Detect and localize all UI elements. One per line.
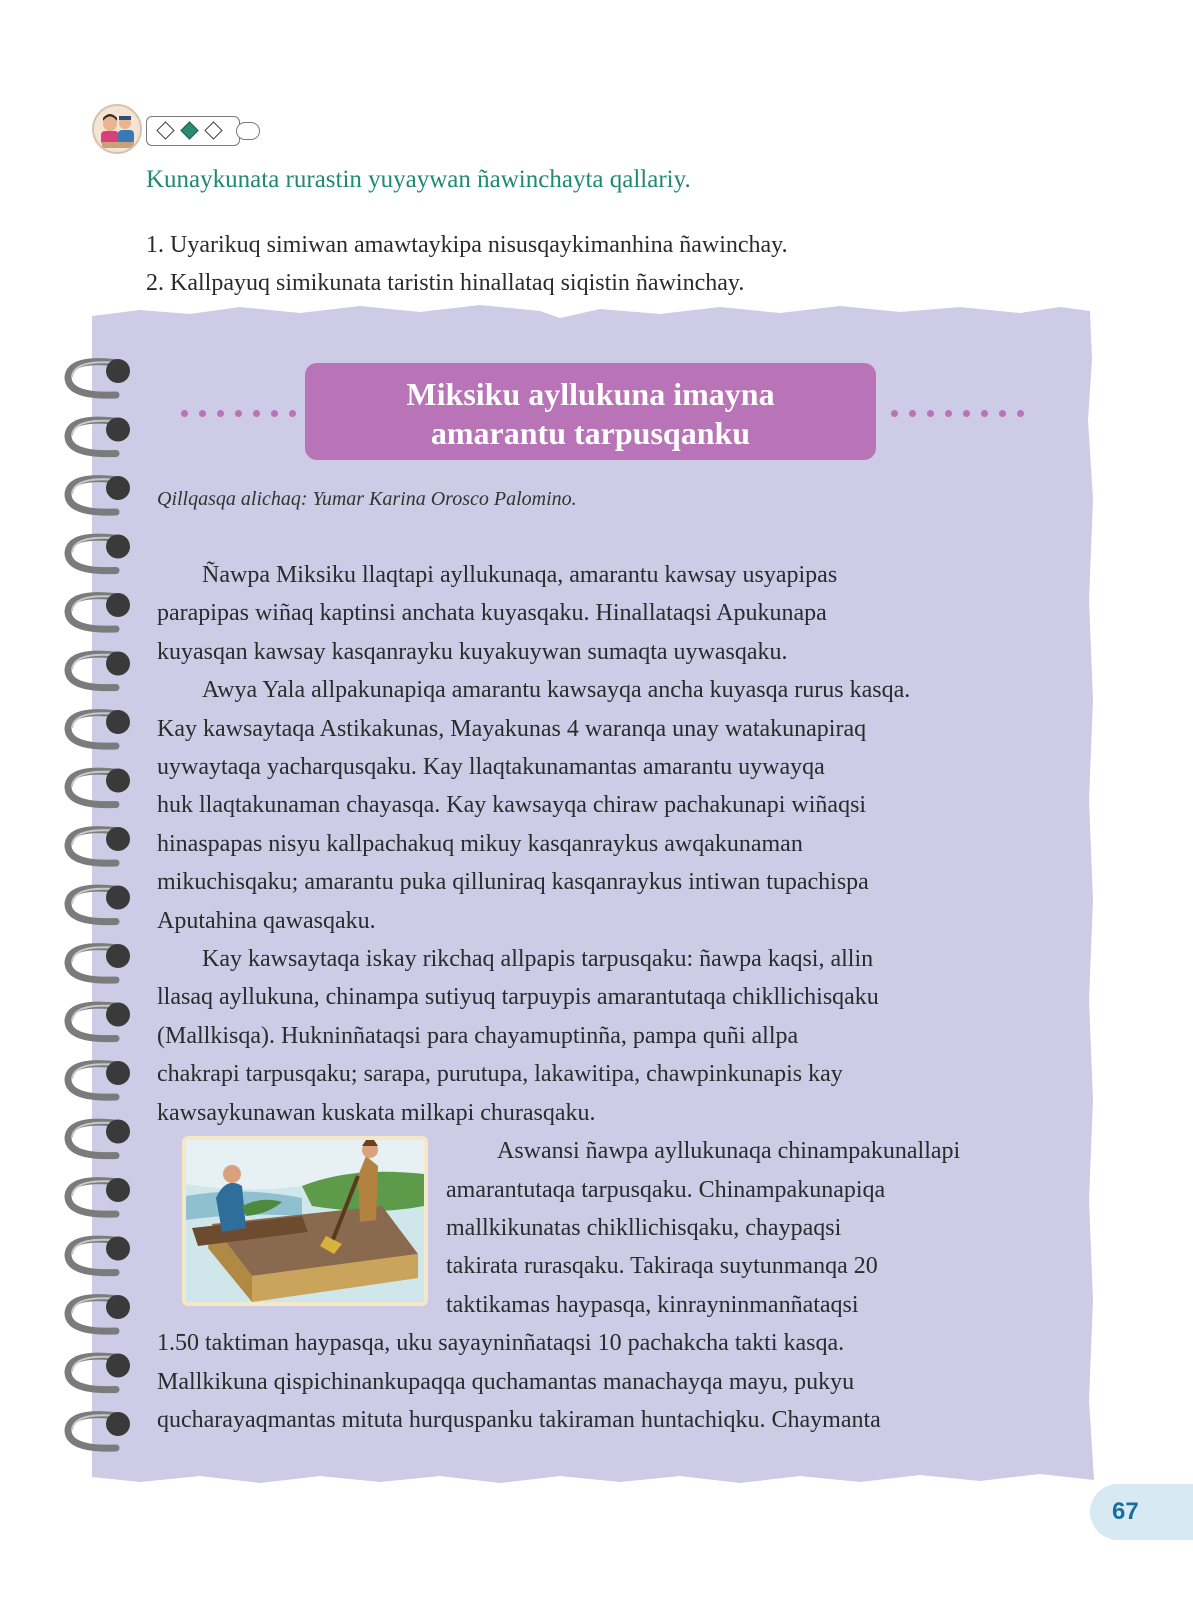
body-line: (Mallkisqa). Hukninñataqsi para chayamuptinña, pampa quñi allpa	[157, 1022, 799, 1049]
spiral-binding	[60, 355, 140, 1465]
body-line: chakrapi tarpusqaku; sarapa, purutupa, lakawitipa, chawpinkunapis kay	[157, 1061, 843, 1088]
spiral-ring	[68, 1120, 130, 1156]
title-dots-left	[181, 410, 314, 420]
body-line: parapipas wiñaq kaptinsi anchata kuyasqaku. Hinallataqsi Apukunapa	[157, 600, 827, 627]
steps-list	[146, 226, 788, 302]
chinampa-illustration	[182, 1136, 428, 1306]
instruction-text: Kunaykunata rurastin yuyaywan ñawinchayta qallariy.	[146, 166, 691, 193]
spiral-ring	[68, 1354, 130, 1390]
body-line: Kay kawsaytaqa Astikakunas, Mayakunas 4 waranqa unay watakunapiraq	[157, 715, 867, 742]
spiral-ring	[68, 418, 130, 454]
body-line: huk llaqtakunaman chayasqa. Kay kawsayqa chiraw pachakunapi wiñaqsi	[157, 792, 867, 819]
body-line: kawsaykunawan kuskata milkapi churasqaku.	[157, 1099, 596, 1126]
author-credit: Qillqasqa alichaq: Yumar Karina Orosco Palomino.	[157, 488, 577, 510]
spiral-ring	[68, 652, 130, 688]
body-line: kuyasqan kawsay kasqanrayku kuyakuywan sumaqta uywasqaku.	[157, 638, 788, 665]
body-line: Aputahina qawasqaku.	[157, 907, 376, 934]
body-line: takirata rurasqaku. Takiraqa suytunmanqa 20	[446, 1253, 878, 1280]
body-line: uywaytaqa yacharqusqaku. Kay llaqtakunamantas amarantu uywayqa	[157, 754, 825, 781]
spiral-ring	[68, 1237, 130, 1273]
diamond-outline-icon	[156, 121, 174, 139]
diamond-filled-icon	[180, 121, 198, 139]
level-indicator	[146, 116, 240, 146]
spiral-ring	[68, 535, 130, 571]
spiral-ring	[68, 827, 130, 863]
spiral-ring	[68, 886, 130, 922]
body-line: llasaq ayllukuna, chinampa sutiyuq tarpuypis amarantutaqa chikllichisqaku	[157, 984, 879, 1011]
spiral-ring	[68, 1003, 130, 1039]
page-number: 67	[1090, 1484, 1193, 1540]
spiral-ring	[68, 710, 130, 746]
reading-title-line: Miksiku ayllukuna imayna	[406, 376, 775, 412]
body-line: Awya Yala allpakunapiqa amarantu kawsayqa ancha kuyasqa rurus kasqa.	[202, 677, 911, 704]
body-line: mallkikunatas chikllichisqaku, chaypaqsi	[446, 1214, 842, 1241]
body-line: Aswansi ñawpa ayllukunaqa chinampakunallapi	[497, 1138, 961, 1165]
step-item: 2. Kallpayuq simikunata taristin hinallataq siqistin ñawinchay.	[146, 270, 745, 296]
body-line: qucharayaqmantas mituta hurquspanku takiraman huntachiqku. Chaymanta	[157, 1406, 881, 1433]
spiral-ring	[68, 769, 130, 805]
body-line: hinaspapas nisyu kallpachakuq mikuy kasqanraykus awqakunaman	[157, 830, 803, 857]
spiral-ring	[68, 359, 130, 395]
reading-body	[157, 556, 1057, 1439]
body-line: Kay kawsaytaqa iskay rikchaq allpapis tarpusqaku: ñawpa kaqsi, allin	[202, 946, 874, 973]
diamond-outline-icon	[204, 121, 222, 139]
level-indicator-tail	[236, 122, 260, 140]
spiral-ring	[68, 1061, 130, 1097]
body-line: Ñawpa Miksiku llaqtapi ayllukunaqa, amarantu kawsay usyapipas	[202, 562, 838, 588]
spiral-ring	[68, 593, 130, 629]
spiral-ring	[68, 944, 130, 980]
step-item: 1. Uyarikuq simiwan amawtaykipa nisusqaykimanhina ñawinchay.	[146, 232, 788, 258]
reading-title-line: amarantu tarpusqanku	[430, 415, 751, 451]
body-line: Mallkikuna qispichinankupaqqa quchamantas manachayqa mayu, pukyu	[157, 1368, 855, 1395]
body-line: amarantutaqa tarpusqaku. Chinampakunapiqa	[446, 1176, 886, 1203]
body-line: taktikamas haypasqa, kinrayninmanñataqsi	[446, 1291, 859, 1318]
spiral-ring	[68, 1178, 130, 1214]
body-line: 1.50 taktiman haypasqa, uku sayayninñataqsi 10 pachakcha takti kasqa.	[157, 1330, 845, 1357]
title-dots-right	[891, 410, 1024, 420]
reading-title	[305, 363, 876, 460]
spiral-ring	[68, 1412, 130, 1448]
spiral-ring	[68, 476, 130, 512]
body-line: mikuchisqaku; amarantu puka qilluniraq kasqanraykus intiwan tupachispa	[157, 869, 869, 896]
spiral-ring	[68, 1295, 130, 1331]
students-avatar-icon	[92, 104, 142, 154]
